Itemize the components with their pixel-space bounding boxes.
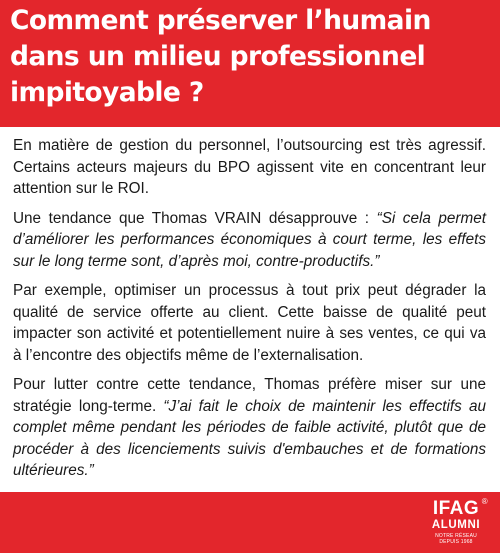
paragraph-4-text: Pour lutter contre cette tendance, Thomas préfère miser sur une stratégie long-terme. [13,376,486,415]
title-line-2: dans un milieu professionnel [10,41,426,72]
logo-subtitle: ALUMNI [431,519,481,531]
registered-mark: ® [481,497,489,506]
paragraph-2-text: Une tendance que Thomas VRAIN désapprouve : [13,209,377,227]
logo-tagline-line-1: NOTRE RÉSEAU [435,533,477,539]
paragraph-2-quote: “Si cela permet d’améliorer les performances économiques à court terme, les effets sur le long terme sont, d’après moi, contre-productifs.” [13,209,486,270]
logo-name-text: IFAG [432,498,480,519]
title-banner [0,0,500,127]
ifag-alumni-logo [424,497,489,548]
article-body [13,135,486,490]
paragraph-4 [13,374,486,482]
title-line-3: impitoyable ? [10,77,204,108]
paragraph-3: Par exemple, optimiser un processus à tout prix peut dégrader la qualité de service offerte au client. Cette baisse de qualité peut impacter son activité et potentiellement nuire à ses ventes, ce qui va à l’encontre des objectifs même de l’externalisation. [13,282,486,364]
footer-banner [0,492,500,553]
paragraph-4-quote: “J’ai fait le choix de maintenir les effectifs au complet même pendant les périodes de faible activité, plutôt que de procéder à des licenciements suivis d'embauches et de formations ultérieures.” [13,397,486,479]
paragraph-2 [13,208,486,273]
title-line-1: Comment préserver l’humain [10,5,431,36]
page-title [10,3,490,111]
logo-tagline-line-2: DEPUIS 1968 [439,539,473,545]
paragraph-1: En matière de gestion du personnel, l’outsourcing est très agressif. Certains acteurs majeurs du BPO agissent vite en concentrant leur attention sur le ROI. [13,137,486,197]
logo-name [432,497,489,519]
logo-tagline [424,533,488,545]
